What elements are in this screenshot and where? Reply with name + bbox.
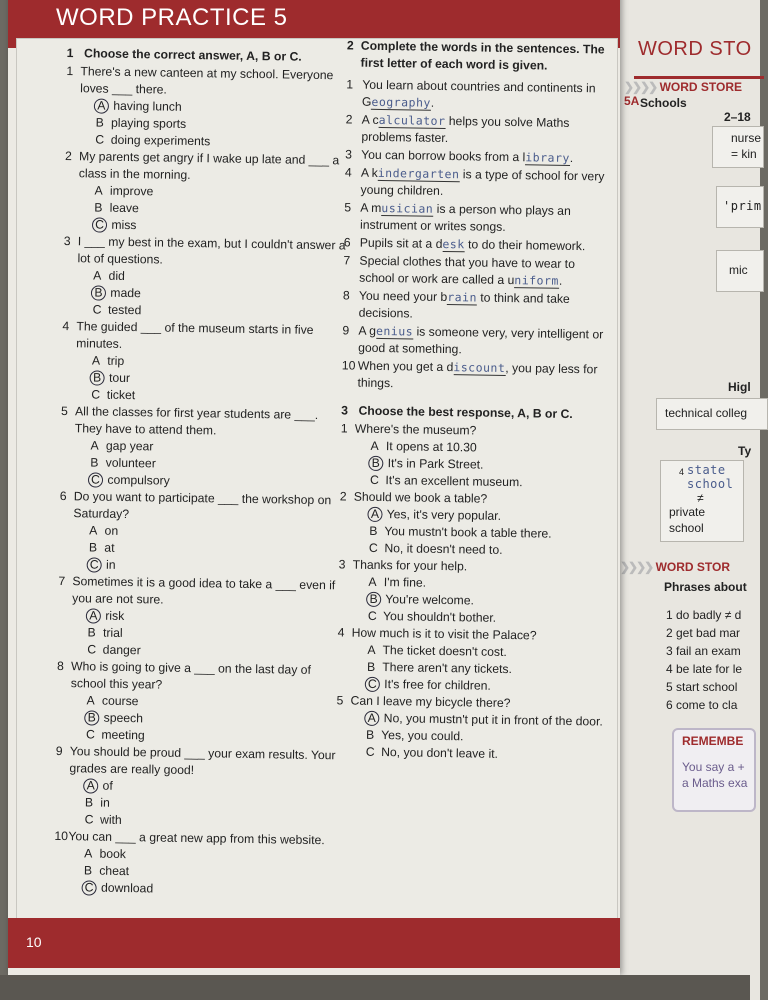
option-letter: C: [367, 608, 377, 623]
item-number: 1: [346, 77, 354, 92]
option-text: risk: [105, 608, 125, 623]
completion-item: [344, 199, 615, 237]
option-text: It's an excellent museum.: [385, 473, 523, 490]
option-text: tour: [108, 370, 131, 386]
option-text: download: [100, 880, 154, 896]
state-private-box: 4 state school ≠ private school: [660, 460, 744, 542]
question: [55, 743, 340, 781]
question-stem: You should be proud ___ your exam results. Your grades are really good!: [69, 744, 336, 778]
option-text: on: [104, 523, 119, 538]
question-number: 4: [337, 625, 345, 640]
exercise-number: 3: [341, 403, 349, 418]
option-letter: C: [92, 302, 102, 317]
option-letter: A: [84, 846, 93, 861]
completion-item: [342, 322, 613, 360]
item-number: 3: [345, 147, 353, 162]
question-stem: You can ___ a great new app from this website.: [68, 829, 325, 848]
higher-label: Higl: [728, 380, 751, 394]
item-text: A c: [361, 112, 379, 127]
circled-letter: C: [92, 217, 107, 232]
option-text: tested: [107, 302, 142, 318]
option-letter: C: [84, 812, 94, 827]
handwritten-answer[interactable]: ibrary: [525, 150, 570, 165]
chevron-icon: ❯❯❯❯: [624, 80, 657, 94]
option-letter: A: [370, 438, 379, 453]
circled-letter: C: [365, 677, 380, 692]
circled-letter: A: [364, 711, 379, 726]
item-number: 7: [343, 253, 351, 268]
option-letter: B: [365, 727, 375, 742]
word-store-5a-heading: ❯❯❯❯ WORD STORE 5A: [624, 80, 743, 108]
option-text: It's free for children.: [384, 677, 491, 693]
item-text: Pupils sit at a d: [359, 235, 443, 251]
answer-option[interactable]: [336, 743, 606, 764]
option-text: Yes, you could.: [381, 728, 464, 744]
circled-letter: A: [94, 98, 109, 113]
handwritten-answer[interactable]: usician: [381, 200, 434, 216]
option-letter: B: [90, 455, 99, 470]
item-number: 10: [341, 358, 356, 373]
option-letter: B: [84, 795, 94, 810]
question-number: 6: [59, 488, 67, 504]
handwritten-answer[interactable]: alculator: [378, 112, 446, 128]
option-text: There aren't any tickets.: [382, 660, 513, 677]
question: [66, 63, 351, 101]
circled-letter: C: [81, 880, 96, 895]
option-text: I'm fine.: [383, 575, 427, 590]
question-number: 3: [63, 234, 71, 249]
option-text: compulsory: [107, 472, 170, 488]
question-number: 1: [66, 64, 74, 79]
question-stem: Do you want to participate ___ the workshop on Saturday?: [73, 489, 332, 522]
question-stem: Who is going to give a ___ on the last day of school this year?: [70, 659, 312, 692]
option-text: with: [99, 812, 122, 827]
option-letter: A: [93, 268, 102, 283]
option-text: ticket: [106, 387, 136, 403]
option-letter: A: [367, 642, 376, 657]
option-text: meeting: [101, 727, 145, 743]
item-text: .: [558, 273, 563, 288]
circled-letter: B: [91, 285, 106, 300]
word-store-5b-heading: ❯❯❯❯ WORD STOR: [620, 560, 731, 574]
college-box: technical colleg: [656, 398, 768, 430]
item-number: 8: [342, 288, 350, 303]
question-number: 5: [60, 403, 68, 419]
option-text: doing experiments: [110, 132, 211, 149]
completion-item: [343, 252, 614, 290]
option-text: improve: [109, 183, 154, 199]
option-letter: A: [90, 438, 99, 453]
right-page-title: WORD STO: [638, 38, 752, 60]
mid-box: mic: [716, 250, 764, 292]
circled-letter: B: [368, 456, 383, 471]
question-number: 2: [339, 489, 347, 504]
question: [58, 573, 343, 611]
circled-letter: A: [367, 507, 382, 522]
item-text: is a type of school for very young children.: [360, 167, 605, 198]
option-text: in: [100, 795, 110, 810]
circled-letter: B: [90, 370, 105, 385]
option-text: leave: [109, 200, 139, 216]
option-text: at: [104, 540, 115, 555]
option-letter: A: [89, 523, 98, 538]
option-text: cheat: [99, 863, 130, 879]
exercise-2-and-3: [336, 37, 617, 764]
option-text: The ticket doesn't cost.: [382, 643, 507, 660]
nurse-box: nurse = kin: [712, 126, 764, 168]
exercise-number: 2: [346, 38, 354, 53]
option-text: You shouldn't bother.: [382, 609, 497, 625]
handwritten-answer[interactable]: iscount: [453, 360, 506, 375]
handwritten-answer[interactable]: eography: [371, 94, 431, 110]
question-stem: Sometimes it is a good idea to take a ___ even if you are not sure.: [72, 574, 336, 607]
question-stem: There's a new canteen at my school. Everyone loves ___ there.: [80, 64, 334, 97]
item-text: is a person who plays an instrument or writes songs.: [359, 201, 571, 234]
item-text: to think and take decisions.: [358, 290, 570, 321]
question: [65, 148, 350, 186]
option-letter: A: [86, 693, 95, 708]
question-number: 10: [54, 828, 69, 844]
question: [61, 403, 346, 441]
option-text: made: [110, 285, 141, 301]
option-letter: C: [369, 472, 379, 487]
option-letter: C: [85, 727, 95, 742]
completion-item: [344, 164, 615, 202]
circled-letter: C: [88, 472, 103, 487]
option-letter: C: [87, 642, 97, 657]
handwritten-answer[interactable]: indergarten: [377, 165, 460, 182]
exercise-number: 1: [66, 46, 74, 61]
option-letter: B: [95, 115, 104, 130]
completion-item: [345, 111, 616, 149]
instruction-text: Complete the words in the sentences. The first letter of each word is given.: [360, 38, 605, 73]
item-text: .: [569, 150, 574, 165]
question-number: 9: [55, 743, 63, 759]
question: [62, 318, 347, 356]
option-letter: B: [367, 659, 376, 674]
item-text: A g: [358, 323, 377, 338]
option-text: playing sports: [110, 115, 187, 131]
item-text: When you get a d: [357, 358, 454, 375]
item-text: .: [430, 95, 435, 110]
table-surface: [0, 975, 750, 1000]
instruction-text: Choose the best response, A, B or C.: [358, 403, 573, 422]
exercise-1: [53, 45, 351, 900]
item-number: 9: [342, 323, 350, 338]
handwritten-answer[interactable]: esk: [442, 236, 465, 252]
option-text: did: [108, 268, 125, 283]
option-text: volunteer: [105, 455, 156, 471]
circled-letter: B: [366, 592, 381, 607]
left-page: [8, 0, 620, 975]
circled-letter: A: [83, 778, 98, 793]
item-text: A m: [360, 200, 382, 215]
schools-label: Schools: [640, 96, 687, 110]
completion-item: [346, 76, 617, 114]
question-number: 7: [58, 573, 66, 589]
option-text: No, you mustn't put it in front of the door.: [383, 711, 603, 729]
option-text: in: [105, 557, 116, 572]
item-text: helps you solve Maths problems faster.: [361, 113, 570, 146]
phrases-label: Phrases about: [664, 580, 747, 594]
range-label: 2–18: [724, 110, 751, 124]
option-letter: A: [91, 353, 101, 368]
handwritten-answer[interactable]: rain: [447, 290, 478, 305]
question-stem: All the classes for first year students are ___. They have to attend them.: [74, 404, 319, 438]
question-stem: I ___ my best in the exam, but I couldn't answer a lot of questions.: [77, 234, 346, 267]
option-letter: C: [91, 387, 101, 402]
option-text: You mustn't book a table there.: [384, 524, 552, 541]
completion-item: [341, 357, 612, 395]
item-text: You learn about countries and continents in G: [361, 77, 596, 109]
prim-box: 'prim: [716, 186, 764, 228]
option-text: trip: [107, 353, 125, 368]
item-text: You need your b: [358, 288, 448, 305]
exercise-2-instruction: [346, 37, 617, 75]
item-number: 6: [343, 235, 351, 250]
option-text: course: [101, 693, 139, 709]
option-letter: B: [94, 200, 103, 215]
option-letter: B: [87, 625, 96, 640]
question-number: 4: [62, 318, 70, 334]
question-stem: How much is it to visit the Palace?: [351, 625, 537, 643]
option-letter: B: [369, 523, 378, 538]
remember-box: REMEMBE You say a + a Maths exa: [672, 728, 756, 812]
option-text: of: [102, 778, 113, 793]
option-text: having lunch: [113, 98, 182, 114]
question-stem: Where's the museum?: [354, 421, 477, 438]
item-number: 4: [344, 165, 352, 180]
chevron-icon: ❯❯❯❯: [620, 560, 653, 574]
item-text: to do their homework.: [464, 237, 586, 254]
question: [63, 233, 348, 271]
option-letter: C: [368, 540, 378, 555]
right-page: [620, 0, 760, 1000]
option-text: Yes, it's very popular.: [386, 507, 502, 523]
instruction-text: Choose the correct answer, A, B or C.: [84, 46, 302, 64]
option-text: It's in Park Street.: [387, 456, 484, 472]
option-text: trial: [102, 625, 123, 640]
types-label: Ty: [738, 444, 752, 458]
question-stem: Thanks for your help.: [352, 557, 468, 574]
item-text: Special clothes that you have to wear to school or work are called a u: [359, 253, 576, 288]
item-text: is someone very, very intelligent or good at something.: [358, 324, 604, 357]
option-text: No, it doesn't need to.: [384, 541, 503, 557]
option-letter: B: [88, 540, 98, 555]
option-text: book: [99, 846, 127, 862]
option-text: danger: [102, 642, 141, 658]
circled-letter: C: [87, 557, 102, 572]
option-letter: A: [94, 183, 103, 198]
completion-item: [343, 287, 614, 325]
option-letter: A: [368, 574, 377, 589]
page-number: 10: [26, 934, 42, 950]
option-text: speech: [103, 710, 144, 726]
question-number: 8: [56, 658, 64, 674]
option-text: miss: [111, 217, 137, 233]
question: [57, 658, 342, 696]
option-text: You're welcome.: [385, 592, 475, 608]
handwritten-answer[interactable]: niform: [514, 273, 560, 288]
question: [59, 488, 344, 526]
question-number: 2: [64, 149, 72, 164]
item-text: A k: [360, 165, 378, 180]
question-number: 3: [338, 557, 346, 572]
question-stem: Can I leave my bicycle there?: [350, 693, 511, 711]
item-number: 2: [345, 112, 353, 127]
question-stem: The guided ___ of the museum starts in five minutes.: [76, 319, 314, 351]
circled-letter: A: [86, 608, 101, 623]
option-text: No, you don't leave it.: [381, 745, 499, 761]
answer-option[interactable]: [53, 879, 338, 900]
question-stem: My parents get angry if I wake up late and ___ a class in the morning.: [78, 149, 340, 182]
page-title: WORD PRACTICE 5: [56, 4, 288, 31]
circled-letter: B: [84, 710, 99, 725]
option-letter: C: [365, 744, 375, 759]
option-text: It opens at 10.30: [385, 439, 477, 455]
item-text: You can borrow books from a l: [361, 147, 526, 165]
option-letter: C: [95, 132, 105, 147]
question-stem: Should we book a table?: [353, 489, 488, 506]
option-letter: B: [83, 863, 93, 878]
item-text: , you pay less for things.: [357, 360, 598, 391]
item-number: 5: [344, 200, 352, 215]
handwritten-answer[interactable]: enius: [375, 323, 414, 339]
question-number: 5: [336, 693, 344, 708]
question-number: 1: [340, 421, 348, 436]
phrases-list: 1 do badly ≠ d 2 get bad mar 3 fail an exam 4 be late for le 5 start school 6 come to cla: [666, 608, 743, 712]
option-text: gap year: [105, 438, 154, 454]
